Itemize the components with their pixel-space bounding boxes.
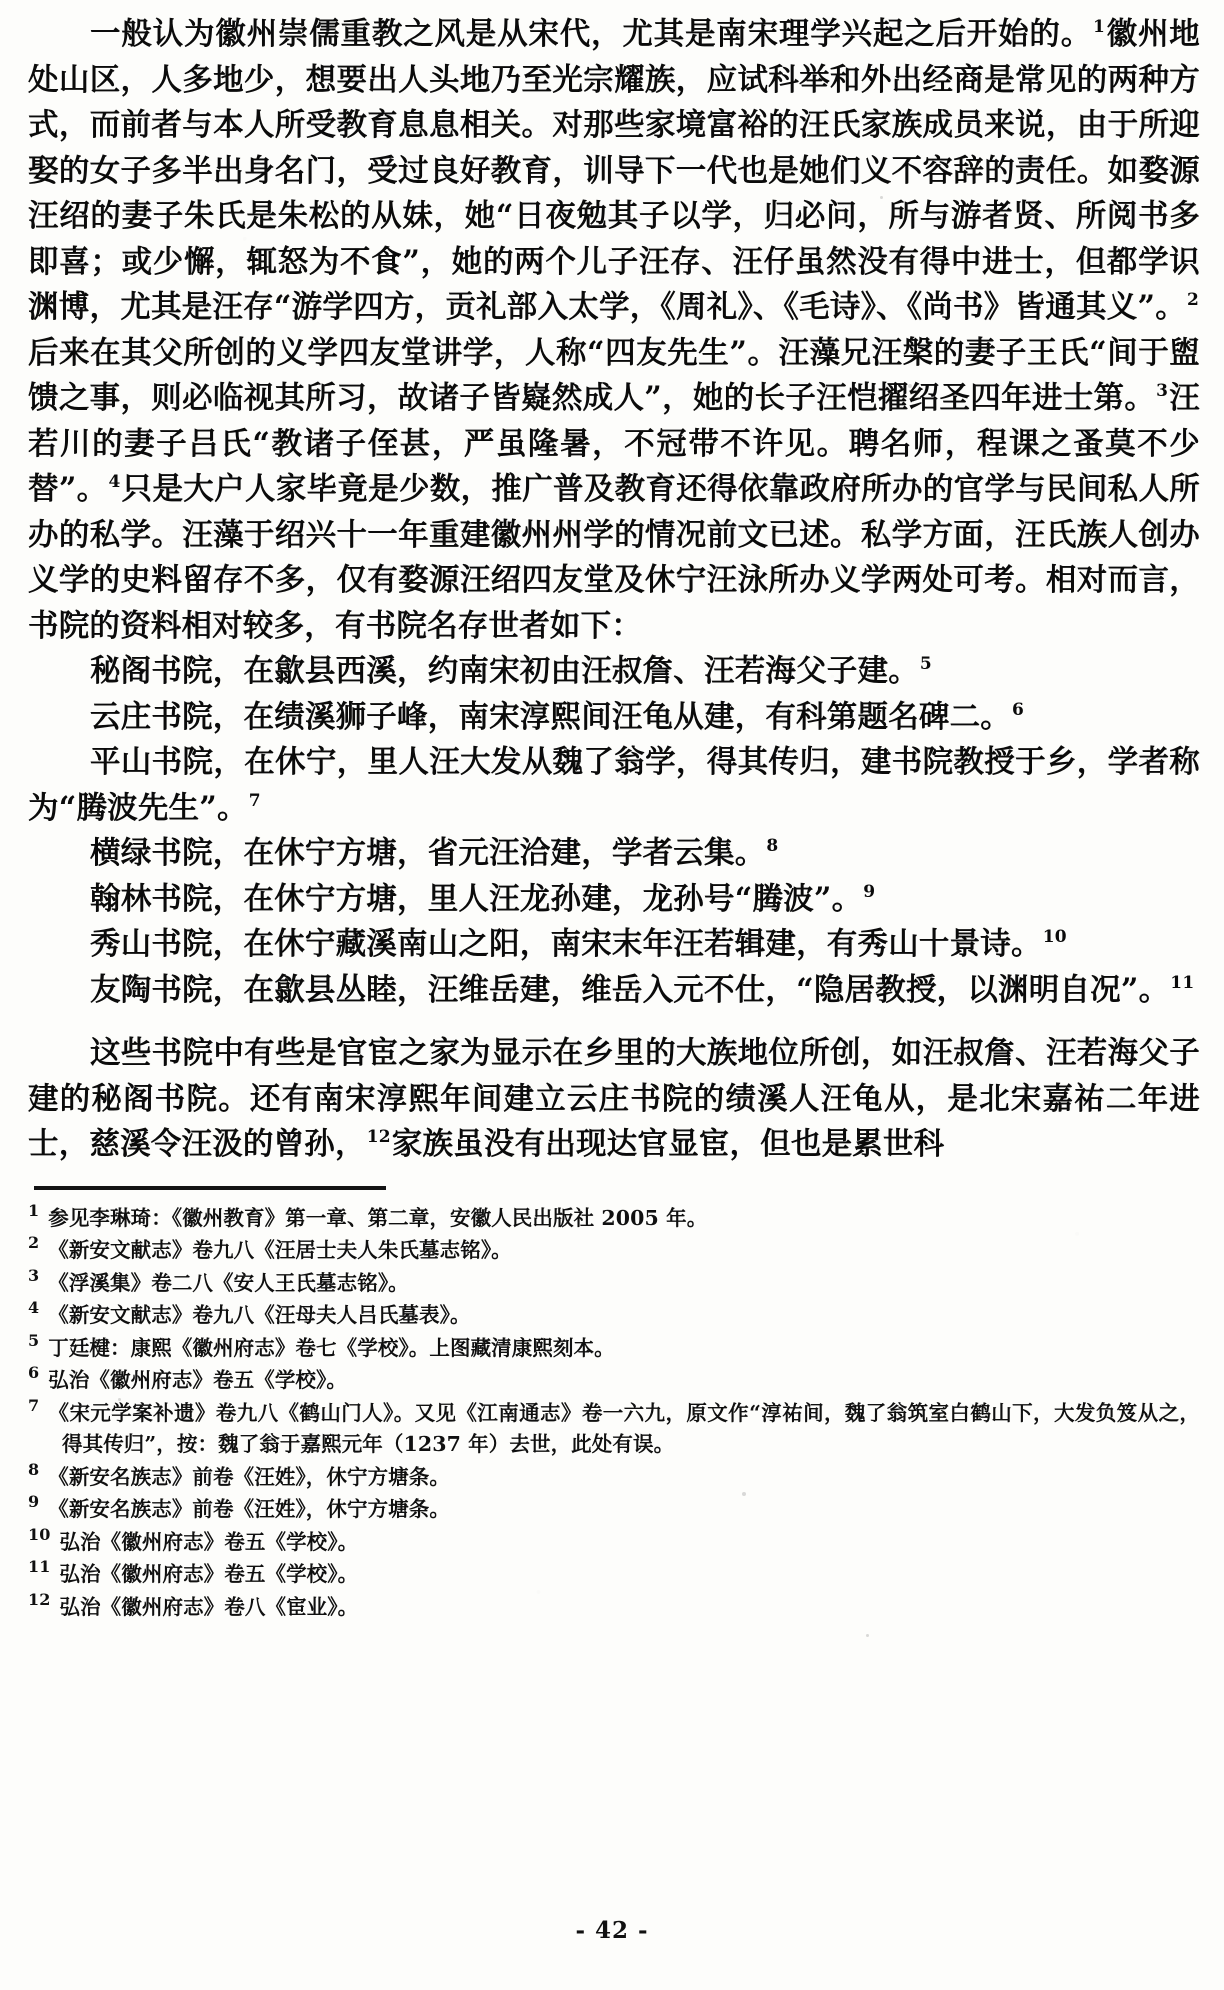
list-item — [28, 649, 1200, 695]
page-number: - 42 - — [575, 1917, 649, 1944]
footnote-number: 6 — [28, 1363, 40, 1382]
scan-speck — [866, 1634, 869, 1637]
footnote-text: 《新安文献志》卷九八《汪居士夫人朱氏墓志铭》。 — [48, 1238, 512, 1262]
footnote-text: 弘治《徽州府志》卷五《学校》。 — [48, 1368, 347, 1392]
academy-entry-text: 云庄书院，在绩溪狮子峰，南宋淳熙间汪龟从建，有科第题名碑二。 — [90, 698, 1011, 735]
paragraph-closing — [28, 1031, 1200, 1168]
paragraph-segment-3: 后来在其父所创的义学四友堂讲学，人称“四友先生”。汪藻兄汪槃的妻子王氏“间于盥馈之事，则必临视其所习，故诸子皆嶷然成人”，她的长子汪恺擢绍圣四年进士第。 — [28, 334, 1200, 416]
footnote-list — [28, 1200, 1200, 1624]
list-item — [28, 831, 1200, 877]
footnote-item — [28, 1589, 1200, 1624]
footnote-ref-4[interactable]: 4 — [108, 472, 121, 492]
footnote-ref-10[interactable]: 10 — [1042, 927, 1067, 947]
academy-entry-text: 秘阁书院，在歙县西溪，约南宋初由汪叔詹、汪若海父子建。 — [90, 653, 919, 689]
academy-entry-text: 秀山书院，在休宁藏溪南山之阳，南宋末年汪若辑建，有秀山十景诗。 — [90, 926, 1042, 962]
paragraph-segment-4: 汪若川的妻子吕氏“教诸子侄甚，严虽隆暑，不冠带不许见。聘名师，程课之蚤莫不少替”。 — [28, 380, 1200, 507]
body-text-block — [28, 0, 1200, 1168]
list-item — [28, 968, 1200, 1014]
footnote-text: 弘治《徽州府志》卷五《学校》。 — [59, 1529, 359, 1554]
footnote-text: 《浮溪集》卷二八《安人王氏墓志铭》。 — [48, 1270, 409, 1295]
academy-list — [28, 649, 1200, 1013]
paragraph-segment-1: 一般认为徽州崇儒重教之风是从宋代，尤其是南宋理学兴起之后开始的。 — [90, 16, 1093, 52]
footnote-ref-1[interactable]: 1 — [1093, 17, 1106, 37]
footnote-number: 2 — [28, 1233, 40, 1252]
footnote-ref-8[interactable]: 8 — [766, 836, 779, 856]
footnote-number: 12 — [28, 1589, 51, 1609]
footnote-item — [28, 1300, 1200, 1332]
closing-segment-2: 家族虽没有出现达官显宦，但也是累世科 — [391, 1126, 945, 1162]
footnote-text: 《新安文献志》卷九八《汪母夫人吕氏墓表》。 — [48, 1303, 471, 1327]
footnote-ref-11[interactable]: 11 — [1170, 972, 1195, 993]
closing-segment-1: 这些书院中有些是官宦之家为显示在乡里的大族地位所创，如汪叔詹、汪若海父子建的秘阁书院。还有南宋淳熙年间建立云庄书院的绩溪人汪龟从，是北宋嘉祐二年进士，慈溪令汪汲的曾孙， — [28, 1035, 1200, 1162]
footnote-ref-12[interactable]: 12 — [366, 1127, 391, 1147]
academy-entry-text: 平山书院，在休宁，里人汪大发从魏了翁学，得其传归，建书院教授于乡，学者称为“腾波先生”。 — [28, 744, 1200, 826]
list-item — [28, 740, 1200, 831]
footnote-separator-rule — [34, 1186, 386, 1190]
footnote-number: 7 — [28, 1395, 40, 1415]
footnote-ref-2[interactable]: 2 — [1186, 290, 1199, 310]
footnote-item — [28, 1494, 1200, 1526]
footnote-number: 10 — [28, 1524, 51, 1544]
footnote-number: 1 — [28, 1200, 40, 1220]
footnote-text: 《新安名族志》前卷《汪姓》，休宁方塘条。 — [48, 1497, 450, 1521]
academy-entry-text: 翰林书院，在休宁方塘，里人汪龙孙建，龙孙号“腾波”。 — [90, 880, 863, 917]
footnote-item — [28, 1265, 1200, 1300]
footnote-item — [28, 1459, 1200, 1494]
footnote-text: 丁廷楗：康熙《徽州府志》卷七《学校》。上图藏清康熙刻本。 — [48, 1335, 615, 1360]
list-item — [28, 877, 1200, 923]
page-content — [28, 0, 1200, 1624]
footnote-item — [28, 1330, 1200, 1365]
footnote-number: 4 — [28, 1298, 40, 1317]
footnote-item — [28, 1395, 1200, 1461]
list-item — [28, 695, 1200, 741]
footnote-item — [28, 1524, 1200, 1559]
footnote-text: 弘治《徽州府志》卷八《宦业》。 — [59, 1594, 359, 1619]
footnote-item — [28, 1235, 1200, 1267]
footnote-text: 《宋元学案补遗》卷九八《鹤山门人》。又见《江南通志》卷一六九，原文作“淳祐间，魏了翁筑室白鹤山下，大发负笈从之，得其传归”，按：魏了翁于嘉熙元年（1237 年）去世，此处有误。 — [48, 1400, 1200, 1456]
footnote-number: 11 — [28, 1557, 51, 1576]
footnote-number: 3 — [28, 1265, 40, 1285]
footnote-ref-3[interactable]: 3 — [1156, 381, 1169, 401]
footnote-ref-9[interactable]: 9 — [863, 881, 876, 902]
footnote-text: 参见李琳琦：《徽州教育》第一章、第二章，安徽人民出版社 2005 年。 — [48, 1205, 708, 1230]
footnote-ref-5[interactable]: 5 — [919, 654, 932, 674]
footnote-number: 9 — [28, 1492, 40, 1511]
list-item — [28, 922, 1200, 968]
paragraph-opening — [28, 12, 1200, 649]
footnote-number: 8 — [28, 1459, 40, 1479]
footnote-number: 5 — [28, 1330, 40, 1350]
footnote-text: 弘治《徽州府志》卷五《学校》。 — [59, 1562, 359, 1586]
paragraph-segment-2: 徽州地处山区，人多地少，想要出人头地乃至光宗耀族，应试科举和外出经商是常见的两种方式，而前者与本人所受教育息息相关。对那些家境富裕的汪氏家族成员来说，由于所迎娶的女子多半出身名门，受过良好教育，训导下一代也是她们义不容辞的责任。如婺源汪绍的妻子朱氏是朱松的从妹，她“日夜勉其子以学，归必问，所与游者贤、所阅书多即喜；或少懈，辄怒为不食”，她的两个儿子汪存、汪仔虽然没有得中进士，但都学识渊博，尤其是汪存“游学四方，贡礼部入太学，《周礼》、《毛诗》、《尚书》皆通其义”。 — [28, 16, 1200, 325]
footnote-text: 《新安名族志》前卷《汪姓》，休宁方塘条。 — [48, 1464, 450, 1489]
footnote-item — [28, 1559, 1200, 1591]
footnote-ref-6[interactable]: 6 — [1012, 699, 1025, 720]
paragraph-segment-5: 只是大户人家毕竟是少数，推广普及教育还得依靠政府所办的官学与民间私人所办的私学。汪藻于绍兴十一年重建徽州州学的情况前文已述。私学方面，汪氏族人创办义学的史料留存不多，仅有婺源汪绍四友堂及休宁汪泳所办义学两处可考。相对而言，书院的资料相对较多，有书院名存世者如下： — [28, 471, 1200, 644]
footnote-item — [28, 1200, 1200, 1235]
footnote-ref-7[interactable]: 7 — [248, 790, 261, 811]
footnote-item — [28, 1365, 1200, 1397]
academy-entry-text: 友陶书院，在歙县丛睦，汪维岳建，维岳入元不仕，“隐居教授，以渊明自况”。 — [90, 971, 1170, 1008]
academy-entry-text: 横绿书院，在休宁方塘，省元汪洽建，学者云集。 — [90, 835, 766, 871]
